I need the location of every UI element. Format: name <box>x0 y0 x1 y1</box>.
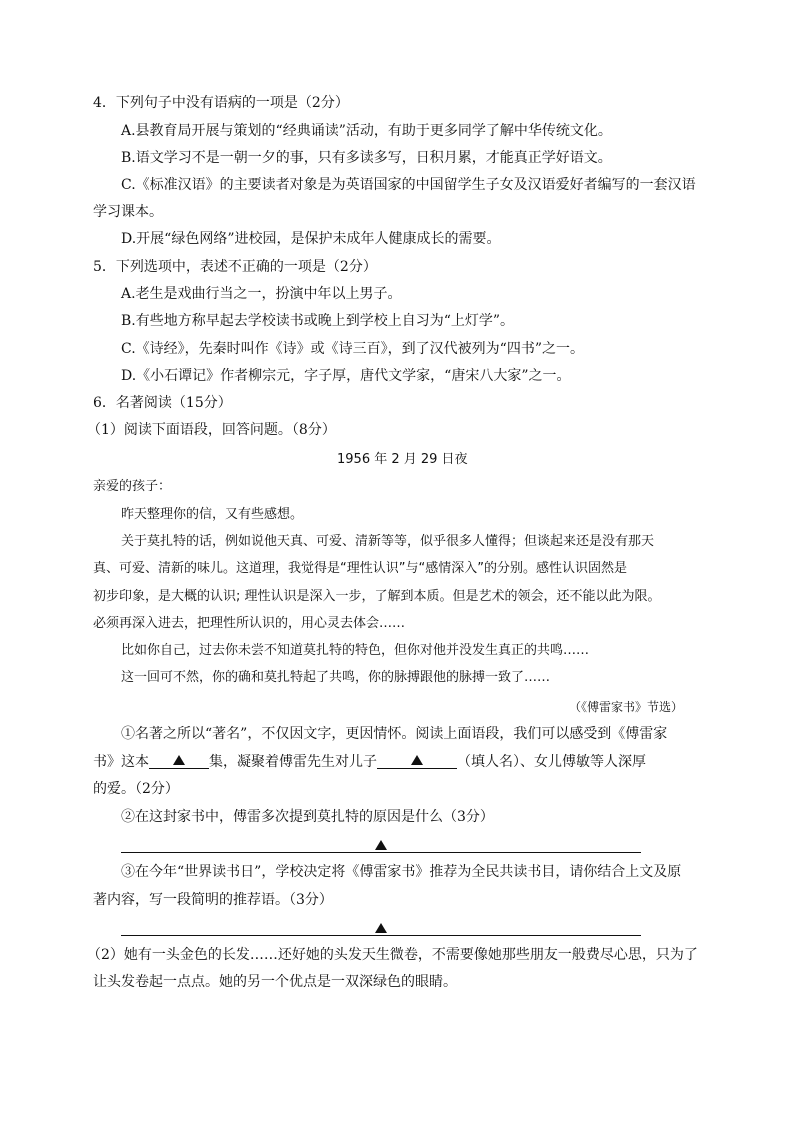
letter-paragraph-2-line3: 初步印象，是大概的认识; 理性认识是深入一步，了解到本质。但是艺术的领会，还不能以此为限。 <box>93 589 661 604</box>
q5-option-b: B.有些地方称早起去学校读书或晚上到学校上自习为“上灯学”。 <box>121 313 515 329</box>
letter-greeting: 亲爱的孩子： <box>93 479 172 494</box>
q4-option-c-line2: 学习课本。 <box>93 204 163 220</box>
q4-stem: 4．下列句子中没有语病的一项是（2分） <box>93 95 349 111</box>
letter-paragraph-2-line2: 真、可爱、清新的味儿。这道理，我觉得是“理性认识”与“感情深入”的分别。感性认识固然是 <box>93 561 627 576</box>
q6-part1-instruction: （1）阅读下面语段，回答问题。（8分） <box>87 422 336 438</box>
q4-option-a: A.县教育局开展与策划的“经典诵读”活动，有助于更多同学了解中华传统文化。 <box>121 123 612 139</box>
q6-sub1-suffix: （填人名）、女儿傅敏等人深厚 <box>457 754 646 770</box>
q6-sub1-prefix: 书》这本 <box>93 754 149 770</box>
letter-paragraph-2-line1: 关于莫扎特的话，例如说他天真、可爱、清新等等，似乎很多人懂得；但谈起来还是没有那天 <box>121 534 655 549</box>
letter-date: 1956 年 2 月 29 日夜 <box>337 452 468 467</box>
q5-option-a: A.老生是戏曲行当之一，扮演中年以上男子。 <box>121 286 402 302</box>
answer-marker-icon <box>375 923 387 933</box>
q6-sub1-line3: 的爱。（2分） <box>93 781 179 797</box>
q6-sub3-line1: ③在今年“世界读书日”，学校决定将《傅雷家书》推荐为全民共读书目，请你结合上文及原 <box>121 864 682 880</box>
q6-sub3-answer-line[interactable] <box>121 935 641 936</box>
q4-option-b: B.语文学习不是一朝一夕的事，只有多读多写，日积月累，才能真正学好语文。 <box>121 150 612 166</box>
q6-sub1-line1: ①名著之所以“著名”，不仅因文字，更因情怀。阅读上面语段，我们可以感受到《傅雷家 <box>121 726 668 742</box>
q6-sub1-line2 <box>93 752 646 772</box>
answer-marker-icon <box>375 840 387 850</box>
letter-paragraph-3: 比如你自己，过去你未尝不知道莫扎特的特色，但你对他并没发生真正的共鸣…… <box>121 643 590 658</box>
son-name-blank[interactable] <box>377 752 457 769</box>
book-genre-blank[interactable] <box>149 752 209 769</box>
q6-sub3-line2: 著内容，写一段简明的推荐语。（3分） <box>93 892 333 908</box>
q5-option-c: C.《诗经》，先秦时叫作《诗》或《诗三百》，到了汉代被列为“四书”之一。 <box>121 341 584 357</box>
answer-marker-icon <box>173 755 185 765</box>
q5-stem: 5．下列选项中，表述不正确的一项是（2分） <box>93 259 377 275</box>
q6-sub2: ②在这封家书中，傅雷多次提到莫扎特的原因是什么（3分） <box>121 809 494 825</box>
letter-paragraph-2-line4: 必须再深入进去，把理性所认识的，用心灵去体会…… <box>93 616 406 631</box>
q6-stem: 6．名著阅读（15分） <box>93 395 232 411</box>
letter-paragraph-4: 这一回可不然，你的确和莫扎特起了共鸣，你的脉搏跟他的脉搏一致了…… <box>121 670 551 685</box>
answer-marker-icon <box>411 755 423 765</box>
q6-part2-line2: 让头发卷起一点点。她的另一个优点是一双深绿色的眼睛。 <box>93 974 457 990</box>
letter-paragraph-1: 昨天整理你的信，又有些感想。 <box>121 507 304 522</box>
letter-source: （《傅雷家书》节选） <box>569 700 684 714</box>
q4-option-d: D.开展“绿色网络”进校园，是保护未成年人健康成长的需要。 <box>121 231 501 247</box>
q4-option-c-line1: C.《标准汉语》的主要读者对象是为英语国家的中国留学生子女及汉语爱好者编写的一套汉语 <box>121 177 696 193</box>
q6-sub1-middle: 集，凝聚着傅雷先生对儿子 <box>209 754 377 770</box>
q5-option-d: D.《小石谭记》作者柳宗元，字子厚，唐代文学家，“唐宋八大家”之一。 <box>121 368 571 384</box>
q6-part2-line1: （2）她有一头金色的长发……还好她的头发天生微卷，不需要像她那些朋友一般费尽心思，只为了 <box>87 947 698 963</box>
q6-sub2-answer-line[interactable] <box>121 852 641 853</box>
